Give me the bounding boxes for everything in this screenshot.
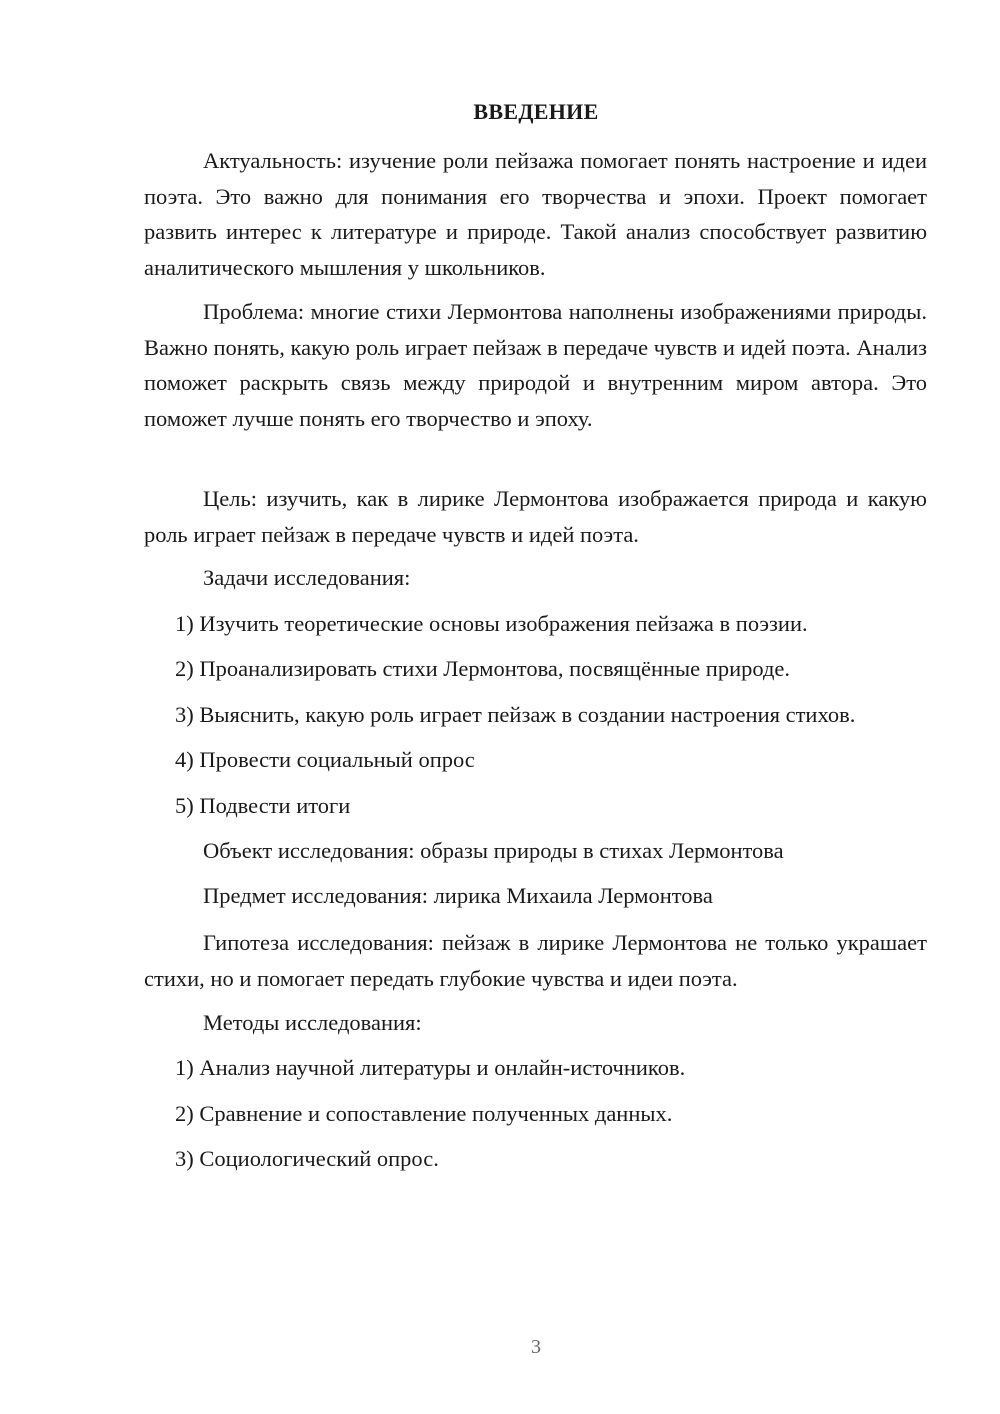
problem-paragraph: Проблема: многие стихи Лермонтова наполнены изображениями природы. Важно понять, какую роль играет пейзаж в передаче чувств и идей поэта. Анализ поможет раскрыть связь между природой и внутренним миром автора. Это поможет лучше понять его творчество и эпоху. [144,299,927,431]
task-item-3: 3) Выяснить, какую роль играет пейзаж в создании настроения стихов. [175,702,856,727]
task-item-1: 1) Изучить теоретические основы изображения пейзажа в поэзии. [175,611,808,636]
task-item-2: 2) Проанализировать стихи Лермонтова, посвящённые природе. [175,656,791,681]
tasks-heading: Задачи исследования: [203,565,411,590]
method-item-1: 1) Анализ научной литературы и онлайн-источников. [175,1055,686,1080]
method-item-2: 2) Сравнение и сопоставление полученных данных. [175,1101,673,1126]
hypothesis-paragraph: Гипотеза исследования: пейзаж в лирике Лермонтова не только украшает стихи, но и помогает передать глубокие чувства и идеи поэта. [144,930,927,991]
section-title: ВВЕДЕНИЕ [473,99,599,124]
task-item-4: 4) Провести социальный опрос [175,747,475,772]
subject-line: Предмет исследования: лирика Михаила Лермонтова [203,883,713,908]
method-item-3: 3) Социологический опрос. [175,1146,439,1171]
page-number: 3 [531,1336,541,1358]
goal-paragraph: Цель: изучить, как в лирике Лермонтова изображается природа и какую роль играет пейзаж в передаче чувств и идей поэта. [144,486,927,547]
relevance-paragraph: Актуальность: изучение роли пейзажа помогает понять настроение и идеи поэта. Это важно для понимания его творчества и эпохи. Проект помогает развить интерес к литературе и природе. Такой анализ способствует развитию аналитического мышления у школьников. [144,148,927,280]
methods-heading: Методы исследования: [203,1010,422,1035]
object-line: Объект исследования: образы природы в стихах Лермонтова [203,838,784,863]
task-item-5: 5) Подвести итоги [175,793,351,818]
